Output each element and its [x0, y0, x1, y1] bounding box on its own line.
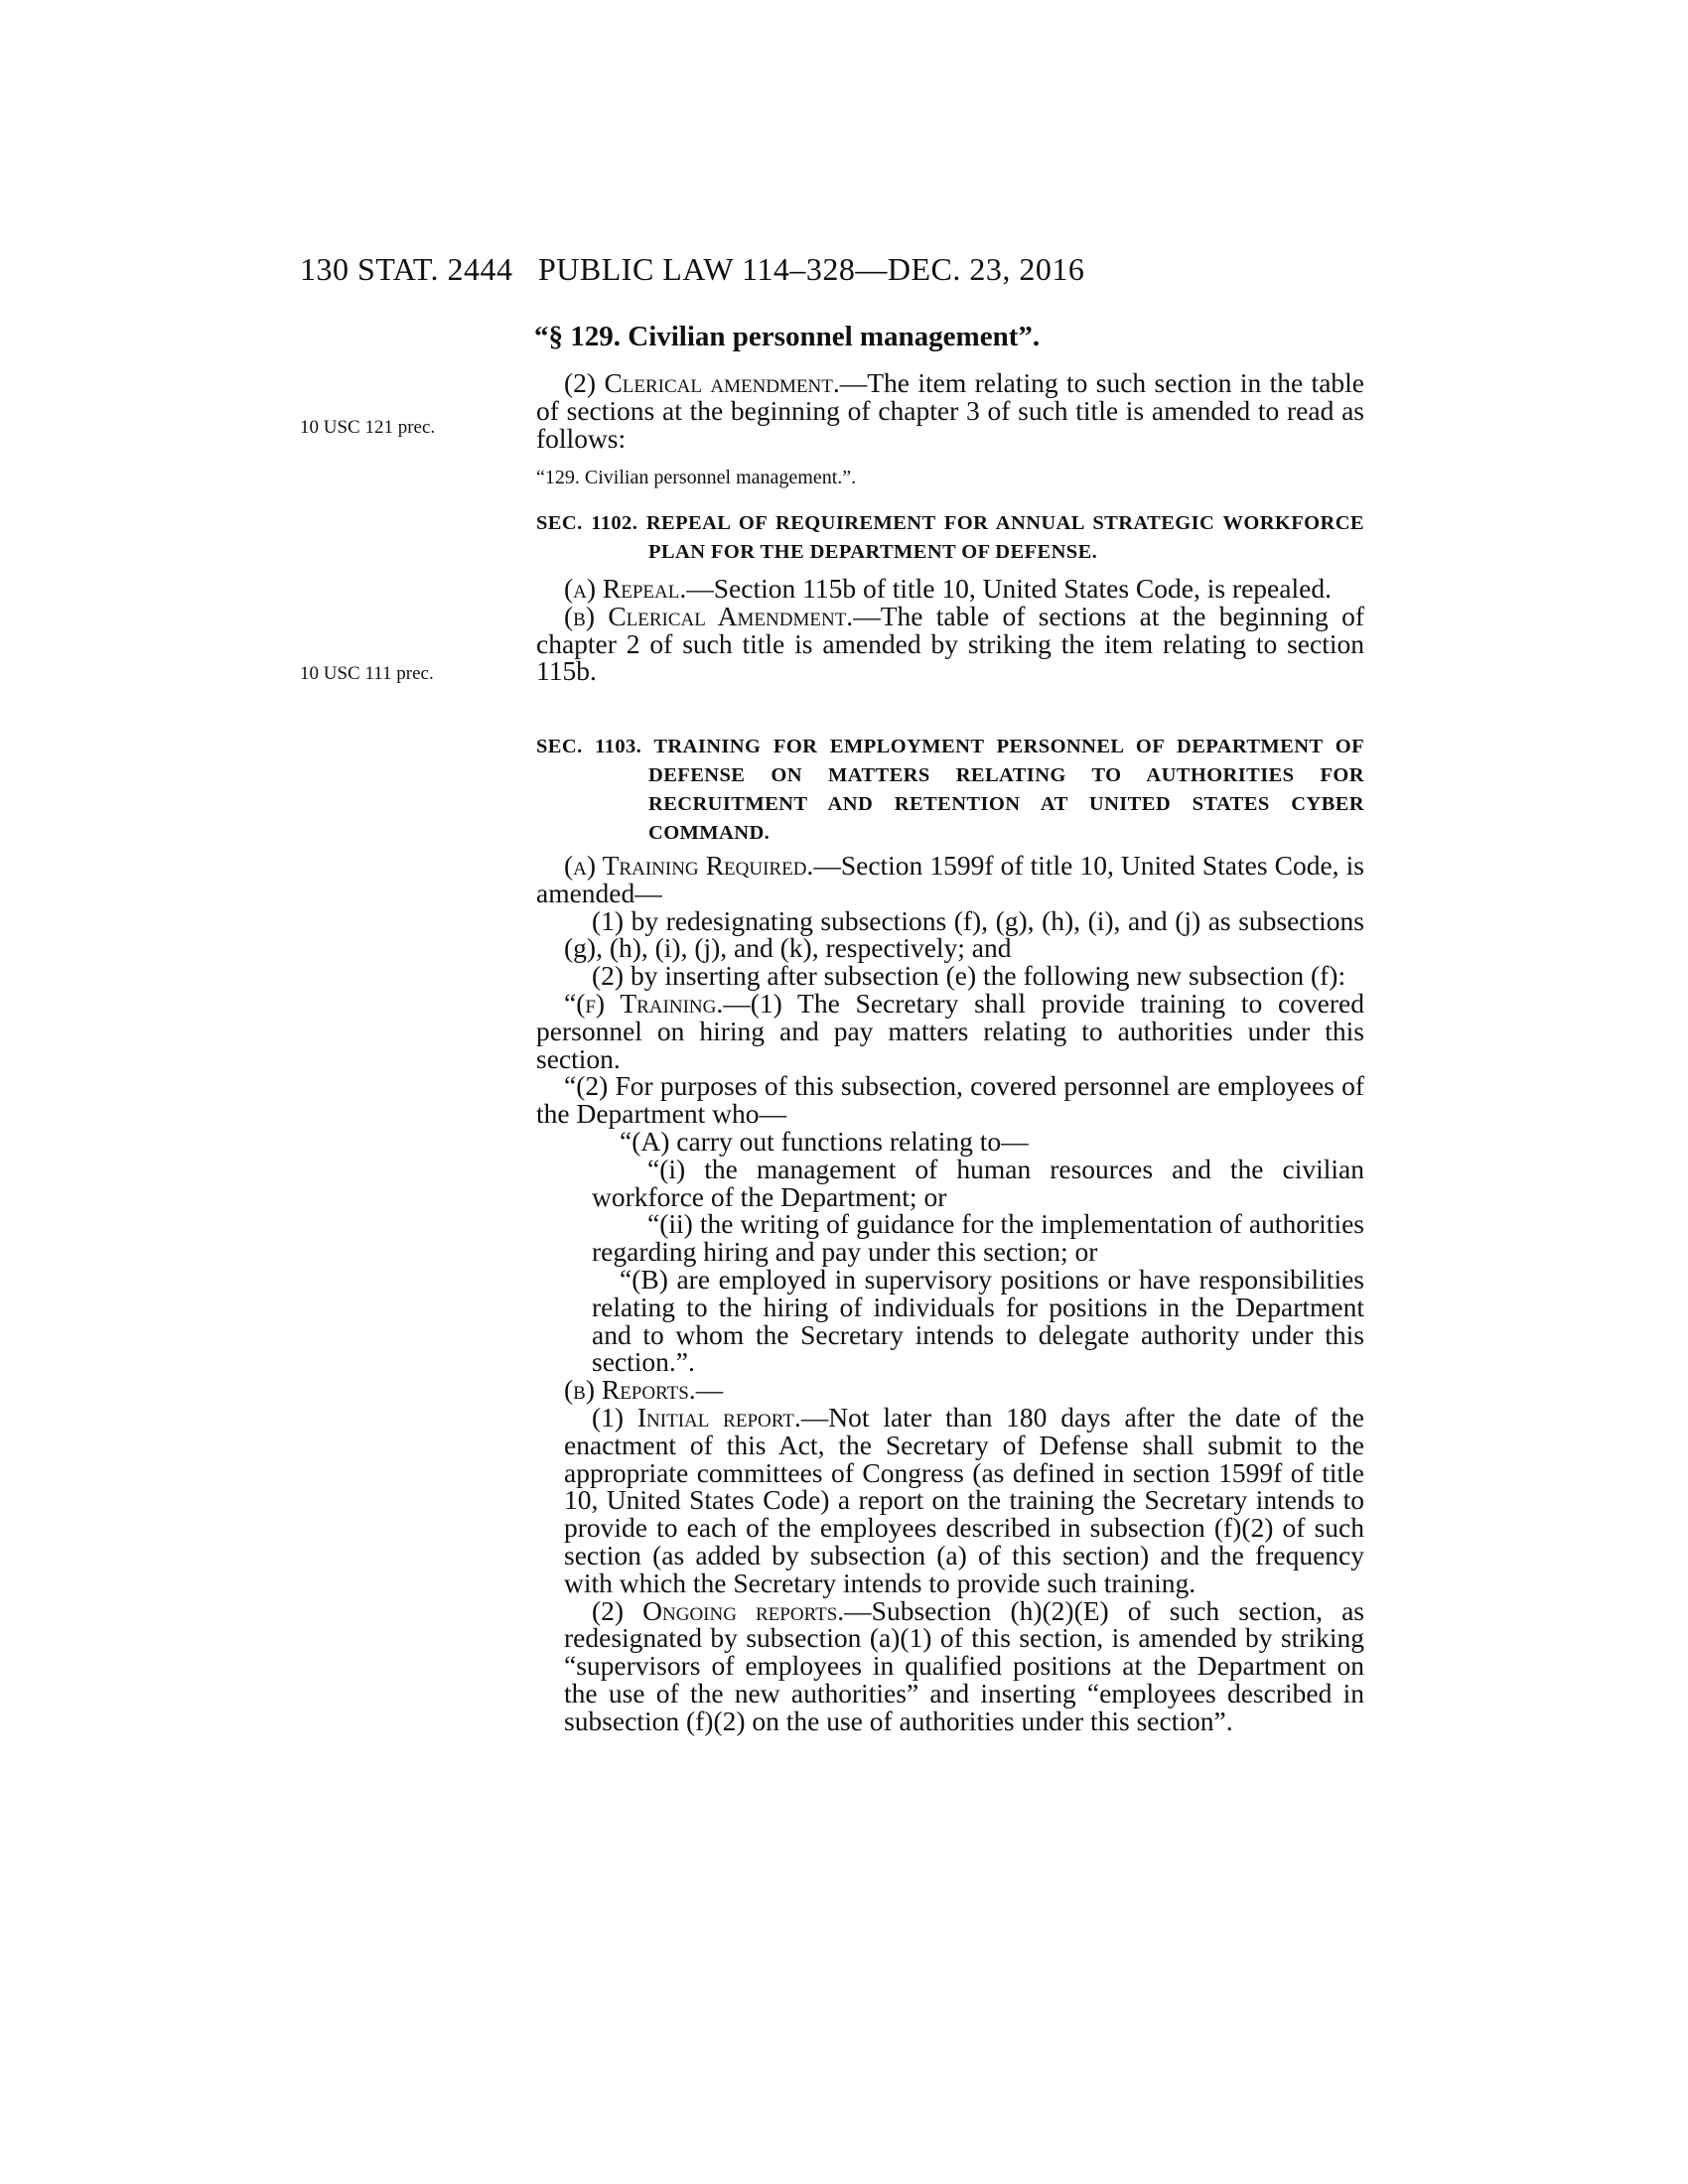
- toc-item-129: “129. Civilian personnel management.”.: [536, 467, 857, 488]
- sec-1103-b-para-1: [536, 1401, 1364, 1598]
- sec-1102-b-label: (b) Clerical Amendment.: [564, 600, 854, 631]
- sec-1103-quoted-subsection-f: [536, 987, 1364, 1074]
- sec-1103-f-subpara-b: “(B) are employed in supervisory positions or have responsibilities relating to the hiring of individuals for positions in the Department and to whom the Secretary intends to delegate authority under this section.”.: [592, 1263, 1364, 1378]
- sec-1103-b1-text: —Not later than 180 days after the date of the enactment of this Act, the Secretary of Defense shall submit to the appropriate committees of Congress (as defined in section 1599f of title 10, United States Code) a report on the training the Secretary intends to provide to each of the employees described in subsection (f)(2) of such section (as added by subsection (a) of this section) and the frequency with which the Secretary intends to provide such training.: [564, 1401, 1364, 1598]
- clerical-amendment-paragraph: [536, 369, 1364, 452]
- sec-1103-a-para-2: (2) by inserting after subsection (e) the following new subsection (f):: [592, 960, 1346, 992]
- clerical-amendment-label: (2) Clerical amendment.: [564, 367, 840, 398]
- sec-1103-b2-label: (2) Ongoing reports.: [592, 1594, 845, 1626]
- section-129-heading: “§ 129. Civilian personnel management”.: [534, 321, 1041, 352]
- sec-1103-f-subpara-a: “(A) carry out functions relating to—: [620, 1125, 1029, 1157]
- sec-1103-b2-text: —Subsection (h)(2)(E) of such section, as redesignated by subsection (a)(1) of this section, is amended by striking “supervisors of employees in qualified positions at the Department on the use of the new authorities” and inserting “employees described in subsection (f)(2) on the use of authorities under this section”.: [564, 1594, 1364, 1736]
- sec-1103-a-para-1: (1) by redesignating subsections (f), (g), (h), (i), and (j) as subsections (g), (h), (i), (j), and (k), respectively; and: [564, 904, 1364, 964]
- sec-1102-b-text: —The table of sections at the beginning of chapter 2 of such title is amended by striking the item relating to section 115b.: [536, 600, 1364, 687]
- sec-1102-heading: [536, 509, 1364, 567]
- sec-1102-heading-text: SEC. 1102. REPEAL OF REQUIREMENT FOR ANNUAL STRATEGIC WORKFORCE PLAN FOR THE DEPARTMENT OF DEFENSE.: [536, 512, 1364, 563]
- sec-1103-heading-text: SEC. 1103. TRAINING FOR EMPLOYMENT PERSONNEL OF DEPARTMENT OF DEFENSE ON MATTERS RELATING TO AUTHORITIES FOR RECRUITMENT AND RETENTION AT UNITED STATES CYBER COMMAND.: [536, 736, 1364, 844]
- sec-1103-f-clause-ii: “(ii) the writing of guidance for the implementation of authorities regarding hiring and pay under this section; or: [592, 1208, 1364, 1268]
- sec-1103-heading: [536, 733, 1364, 848]
- page-stat-citation: 130 STAT. 2444: [300, 251, 513, 287]
- margin-note-10-usc-121: 10 USC 121 prec.: [300, 417, 436, 438]
- page-law-header: PUBLIC LAW 114–328—DEC. 23, 2016: [538, 251, 1085, 287]
- sec-1103-a-text: —Section 1599f of title 10, United States Code, is amended—: [536, 850, 1364, 908]
- sec-1103-f-label: “(f) Training.: [564, 987, 724, 1019]
- sec-1102-body: [536, 575, 1364, 685]
- sec-1102-subsection-a: [536, 575, 1364, 603]
- sec-1102-subsection-b: [536, 600, 1364, 687]
- sec-1103-b-label: (b) Reports.: [564, 1374, 696, 1406]
- sec-1103-b-para-2: [536, 1594, 1364, 1736]
- sec-1103-b1-label: (1) Initial report.: [592, 1401, 801, 1433]
- sec-1103-b-text: —: [695, 1374, 724, 1406]
- sec-1103-body: [536, 852, 1364, 1735]
- sec-1103-subsection-a: [536, 852, 1364, 907]
- sec-1103-f-clause-i: “(i) the management of human resources and the civilian workforce of the Department; or: [592, 1153, 1364, 1212]
- margin-note-10-usc-111: 10 USC 111 prec.: [300, 663, 434, 684]
- sec-1102-a-label: (a) Repeal.: [564, 573, 687, 604]
- sec-1103-f-text: —(1) The Secretary shall provide training to covered personnel on hiring and pay matters relating to authorities under this section.: [536, 987, 1364, 1074]
- sec-1103-f-para-2: “(2) For purposes of this subsection, covered personnel are employees of the Department who—: [536, 1070, 1364, 1130]
- clerical-amendment-text: —The item relating to such section in the table of sections at the beginning of chapter 3 of such title is amended to read as follows:: [536, 367, 1364, 454]
- sec-1103-a-label: (a) Training Required.: [564, 850, 814, 881]
- sec-1103-subsection-b: [536, 1376, 1364, 1404]
- sec-1102-a-text: —Section 115b of title 10, United States Code, is repealed.: [686, 573, 1332, 604]
